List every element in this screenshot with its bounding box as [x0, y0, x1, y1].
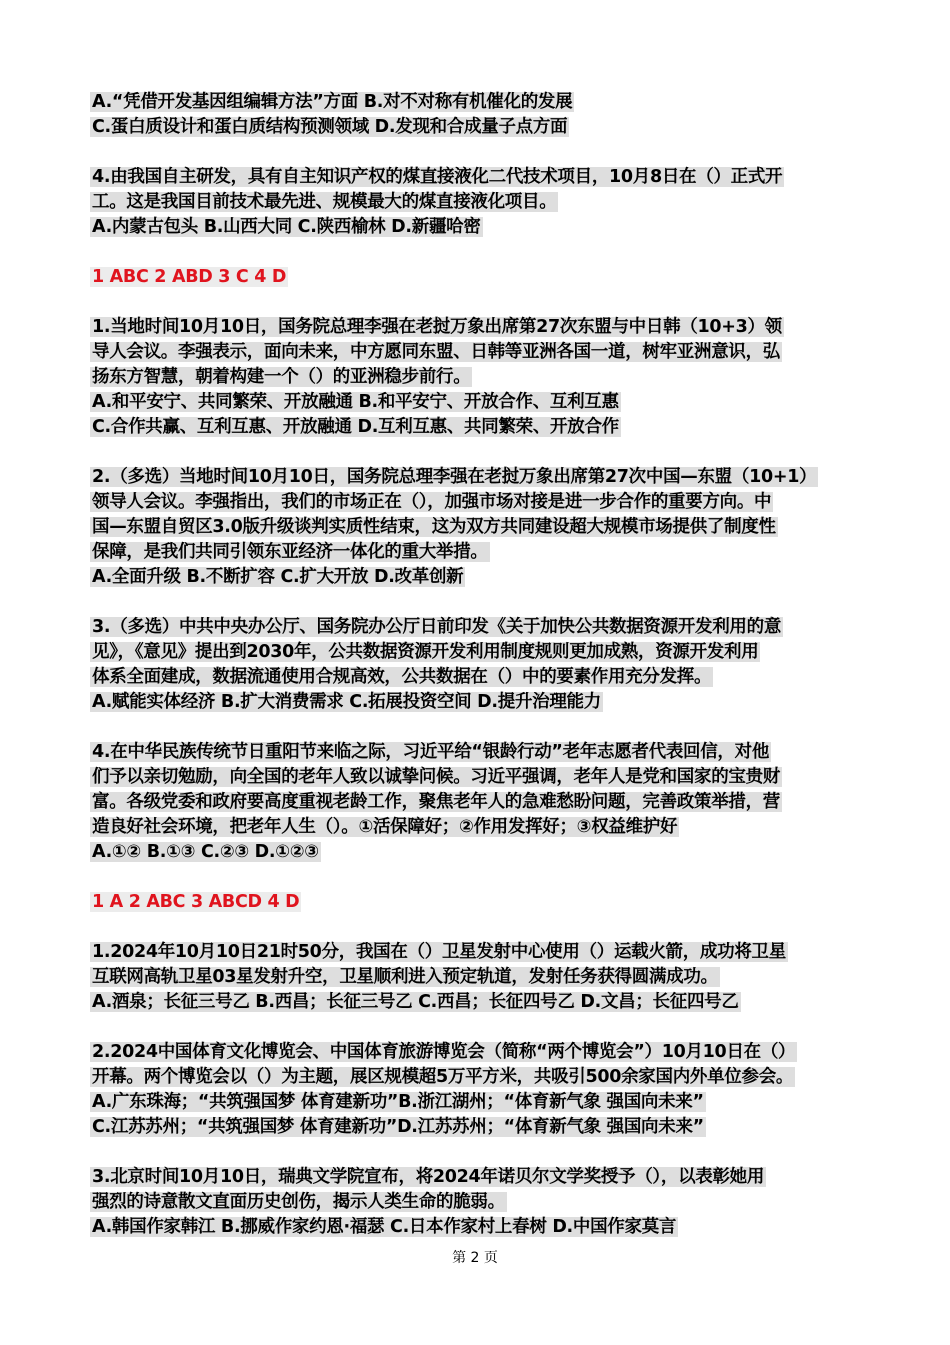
- question-line: [90, 465, 865, 490]
- line-text: C.合作共赢、互利互惠、开放融通 D.互利互惠、共同繁荣、开放合作: [92, 417, 619, 437]
- question-line: [90, 190, 865, 215]
- question-line: [90, 490, 865, 515]
- question-line: [90, 940, 865, 965]
- line-text: A.和平安宁、共同繁荣、开放融通 B.和平安宁、开放合作、互利互惠: [92, 392, 619, 412]
- line-text: 们予以亲切勉励，向全国的老年人致以诚挚问候。习近平强调，老年人是党和国家的宝贵财: [92, 767, 780, 787]
- line-text: 保障，是我们共同引领东亚经济一体化的重大举措。: [92, 542, 488, 562]
- question-line: [90, 340, 865, 365]
- question-line: [90, 1215, 865, 1240]
- line-text: 造良好社会环境，把老年人生（）。①活保障好；②作用发挥好；③权益维护好: [92, 817, 678, 837]
- line-text: 国—东盟自贸区3.0版升级谈判实质性结束，这为双方共同建设超大规模市场提供了制度性: [92, 517, 776, 537]
- block-spacer: [90, 590, 865, 615]
- line-text: 扬东方智慧，朝着构建一个（）的亚洲稳步前行。: [92, 367, 471, 387]
- question-line: [90, 665, 865, 690]
- question-line: [90, 315, 865, 340]
- line-text: 1.当地时间10月10日，国务院总理李强在老挝万象出席第27次东盟与中日韩（10+3）领: [92, 317, 782, 337]
- question-block: [90, 1040, 865, 1140]
- block-spacer: [90, 915, 865, 940]
- question-line: [90, 815, 865, 840]
- block-spacer: [90, 1140, 865, 1165]
- block-spacer: [90, 140, 865, 165]
- line-text: 4.在中华民族传统节日重阳节来临之际，习近平给“银龄行动”老年志愿者代表回信，对他: [92, 742, 770, 762]
- line-text: 4.由我国自主研发，具有自主知识产权的煤直接液化二代技术项目，10月8日在（）正式开: [92, 167, 783, 187]
- question-line: [90, 690, 865, 715]
- answer-line: [90, 890, 865, 915]
- answer-line: [90, 265, 865, 290]
- question-block: [90, 740, 865, 865]
- line-text: A.“凭借开发基因组编辑方法”方面 B.对不对称有机催化的发展: [92, 92, 573, 112]
- question-line: [90, 390, 865, 415]
- question-line: [90, 965, 865, 990]
- question-line: [90, 1115, 865, 1140]
- line-text: 2.2024中国体育文化博览会、中国体育旅游博览会（简称“两个博览会”）10月10日在（）: [92, 1042, 796, 1062]
- question-line: [90, 565, 865, 590]
- question-line: [90, 640, 865, 665]
- page-content: [90, 90, 865, 1240]
- question-block: [90, 90, 865, 140]
- question-block: [90, 165, 865, 240]
- answer-key: [90, 890, 865, 915]
- line-text: 3.北京时间10月10日，瑞典文学院宣布，将2024年诺贝尔文学奖授予（），以表彰她用: [92, 1167, 765, 1187]
- block-spacer: [90, 1015, 865, 1040]
- line-text: A.赋能实体经济 B.扩大消费需求 C.拓展投资空间 D.提升治理能力: [92, 692, 601, 712]
- answer-key: [90, 265, 865, 290]
- question-line: [90, 990, 865, 1015]
- line-text: 体系全面建成，数据流通使用合规高效，公共数据在（）中的要素作用充分发挥。: [92, 667, 712, 687]
- line-text: 领导人会议。李强指出，我们的市场正在（），加强市场对接是进一步合作的重要方向。中: [92, 492, 772, 512]
- question-block: [90, 315, 865, 440]
- line-text: 1 ABC 2 ABD 3 C 4 D: [92, 267, 287, 287]
- block-spacer: [90, 715, 865, 740]
- question-line: [90, 1065, 865, 1090]
- block-spacer: [90, 865, 865, 890]
- question-line: [90, 515, 865, 540]
- line-text: A.广东珠海；“共筑强国梦 体育建新功”B.浙江湖州；“体育新气象 强国向未来”: [92, 1092, 704, 1112]
- line-text: A.①② B.①③ C.②③ D.①②③: [92, 842, 319, 862]
- question-line: [90, 1165, 865, 1190]
- line-text: A.内蒙古包头 B.山西大同 C.陕西榆林 D.新疆哈密: [92, 217, 481, 237]
- line-text: 1.2024年10月10日21时50分，我国在（）卫星发射中心使用（）运载火箭，成功将卫星: [92, 942, 786, 962]
- line-text: 1 A 2 ABC 3 ABCD 4 D: [92, 892, 300, 912]
- line-text: 工。这是我国目前技术最先进、规模最大的煤直接液化项目。: [92, 192, 557, 212]
- line-text: 3.（多选）中共中央办公厅、国务院办公厅日前印发《关于加快公共数据资源开发利用的意: [92, 617, 782, 637]
- question-line: [90, 840, 865, 865]
- question-line: [90, 1040, 865, 1065]
- line-text: A.酒泉；长征三号乙 B.西昌；长征三号乙 C.西昌；长征四号乙 D.文昌；长征四号乙: [92, 992, 739, 1012]
- question-line: [90, 365, 865, 390]
- line-text: C.江苏苏州；“共筑强国梦 体育建新功”D.江苏苏州；“体育新气象 强国向未来”: [92, 1117, 704, 1137]
- question-line: [90, 540, 865, 565]
- question-line: [90, 215, 865, 240]
- block-spacer: [90, 240, 865, 265]
- question-line: [90, 765, 865, 790]
- line-text: 富。各级党委和政府要高度重视老龄工作，聚焦老年人的急难愁盼问题，完善政策举措，营: [92, 792, 780, 812]
- line-text: A.全面升级 B.不断扩容 C.扩大开放 D.改革创新: [92, 567, 464, 587]
- line-text: C.蛋白质设计和蛋白质结构预测领域 D.发现和合成量子点方面: [92, 117, 568, 137]
- block-spacer: [90, 290, 865, 315]
- question-line: [90, 740, 865, 765]
- line-text: 互联网高轨卫星03星发射升空，卫星顺利进入预定轨道，发射任务获得圆满成功。: [92, 967, 718, 987]
- question-line: [90, 415, 865, 440]
- question-block: [90, 1165, 865, 1240]
- question-line: [90, 115, 865, 140]
- line-text: 2.（多选）当地时间10月10日，国务院总理李强在老挝万象出席第27次中国—东盟（10+1）: [92, 467, 817, 487]
- block-spacer: [90, 440, 865, 465]
- line-text: A.韩国作家韩江 B.挪威作家约恩·福瑟 C.日本作家村上春树 D.中国作家莫言: [92, 1217, 677, 1237]
- question-block: [90, 940, 865, 1015]
- question-line: [90, 615, 865, 640]
- line-text: 导人会议。李强表示，面向未来，中方愿同东盟、日韩等亚洲各国一道，树牢亚洲意识，弘: [92, 342, 780, 362]
- question-line: [90, 1190, 865, 1215]
- page-number: 第 2 页: [452, 1250, 498, 1266]
- line-text: 开幕。两个博览会以（）为主题，展区规模超5万平方米，共吸引500余家国内外单位参会。: [92, 1067, 794, 1087]
- question-block: [90, 615, 865, 715]
- question-line: [90, 790, 865, 815]
- question-block: [90, 465, 865, 590]
- question-line: [90, 165, 865, 190]
- question-line: [90, 90, 865, 115]
- line-text: 强烈的诗意散文直面历史创伤，揭示人类生命的脆弱。: [92, 1192, 505, 1212]
- question-line: [90, 1090, 865, 1115]
- line-text: 见》，《意见》提出到2030年，公共数据资源开发利用制度规则更加成熟，资源开发利用: [92, 642, 759, 662]
